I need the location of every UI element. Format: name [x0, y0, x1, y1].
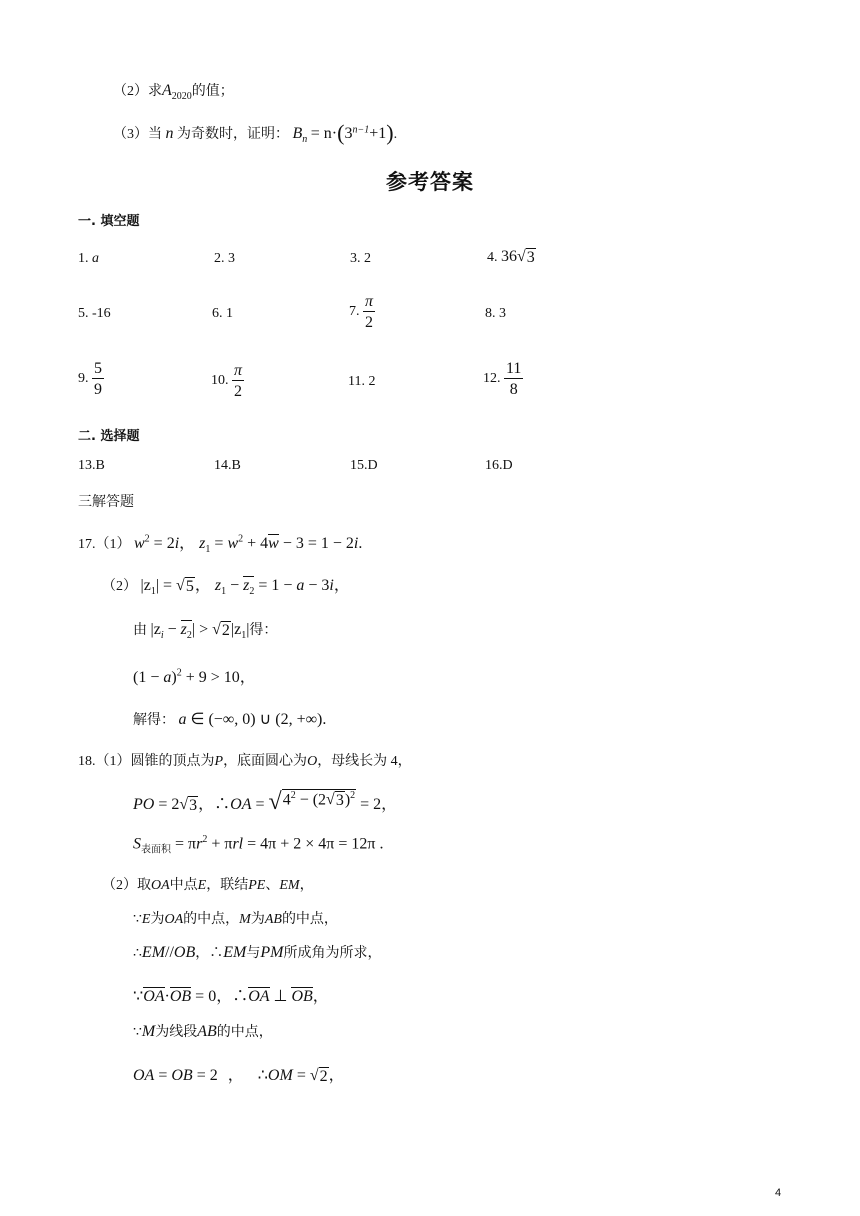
q18-line-1: [78, 750, 412, 770]
math-because: ∵: [133, 988, 144, 1005]
math-OA: OA: [230, 796, 252, 813]
math-rest: − (2: [295, 791, 327, 809]
fraction-num: π: [365, 293, 374, 310]
answer-label: 1.: [78, 251, 89, 266]
sqrt-symbol: √ 3: [326, 791, 344, 810]
math-sub: 1: [150, 586, 156, 598]
math-period: .: [358, 535, 363, 552]
answer-value: 3: [499, 306, 506, 321]
text: 为: [150, 912, 165, 927]
choice-13: 13.B: [78, 458, 105, 473]
math-eq: = 1 −: [254, 577, 297, 594]
answer-value: 2: [364, 251, 371, 266]
math-E: E: [197, 878, 207, 893]
fraction: [232, 362, 244, 400]
answer-coef: 36: [501, 248, 517, 265]
math-sub: 表面积: [141, 844, 171, 856]
fraction: [504, 360, 523, 398]
vector-OB: OB: [291, 988, 313, 1005]
math-O: O: [307, 754, 318, 769]
answer-1: [78, 251, 99, 267]
math-OA: OA: [133, 1067, 155, 1084]
math-therefore: ∴: [133, 946, 142, 961]
fraction-den: 2: [363, 311, 375, 331]
math-abs: |z: [140, 577, 151, 594]
answer-label: 2.: [214, 251, 225, 266]
text-solve: 解得：: [133, 713, 175, 728]
text: 圆锥的顶点为: [130, 754, 215, 769]
q18-line-7: [133, 983, 329, 1006]
math-eq: | =: [155, 577, 177, 594]
q17-line-1: [78, 530, 362, 555]
math-rest: ∈ (−∞, 0) ∪ (2, +∞).: [186, 711, 327, 728]
q18-line-8: [133, 1021, 273, 1041]
answer-label: 7.: [349, 304, 360, 320]
fraction-den: 2: [232, 380, 244, 400]
sqrt-symbol: √ 3: [517, 248, 535, 266]
math-sup: 2: [202, 834, 208, 845]
q2-sub: 2020: [171, 90, 192, 102]
fraction-num: 5: [94, 360, 102, 377]
math-plus: + π: [207, 835, 233, 853]
q17-line-5: [133, 709, 326, 729]
math-AB: AB: [264, 912, 282, 927]
math-sup: 2: [350, 790, 356, 801]
math-a: a: [163, 669, 172, 686]
math-sub: 2: [249, 586, 255, 598]
answer-9: [78, 360, 104, 398]
answer-4: [487, 248, 536, 267]
math-z-conj: z: [243, 577, 250, 594]
sqrt-symbol: √ 5: [176, 577, 194, 595]
math-sub: 2: [186, 630, 192, 642]
text-from: 由: [133, 623, 147, 638]
sqrt-symbol: √ 3: [179, 796, 198, 814]
sqrt-symbol: √ $4^2 - (2$ √ 3 )$^2$: [268, 789, 356, 815]
math-i: i: [329, 577, 334, 594]
math-eq: =: [210, 535, 228, 552]
answer-value: 2: [368, 374, 376, 389]
sqrt-radicand: [282, 789, 356, 816]
fraction: [363, 293, 375, 331]
math-sup: 2: [238, 533, 244, 545]
text: 所成角为所求，: [283, 946, 382, 961]
answer-5: [78, 306, 111, 322]
q18-line-6: [133, 942, 381, 962]
math-z-conj: z: [180, 621, 187, 638]
sqrt-symbol: √ 2: [212, 621, 230, 639]
math-i: i: [353, 535, 359, 552]
sqrt-radicand: 2: [221, 622, 230, 639]
text-get: 得：: [249, 623, 278, 638]
math-rest: = 2，: [356, 796, 398, 813]
math-comma: ，: [312, 988, 329, 1005]
answer-label: 6.: [212, 306, 223, 321]
sqrt-radicand: 2: [319, 1068, 328, 1085]
q3-base: 3: [344, 125, 353, 142]
answer-2: [214, 251, 235, 267]
math-EM: EM: [223, 944, 247, 961]
math-because: ∵: [133, 1025, 142, 1040]
answer-label: 8.: [485, 306, 496, 321]
math-paren-close: ): [344, 791, 351, 809]
math-E: E: [141, 912, 151, 927]
sqrt-radicand: 3: [526, 249, 535, 266]
q3-Bsub: n: [302, 133, 308, 145]
math-PO: PO: [133, 796, 155, 813]
q3-exp: n−1: [352, 124, 370, 136]
math-rl: rl: [232, 835, 244, 853]
math-eq: = 2: [154, 796, 180, 813]
math-EM: EM: [279, 878, 300, 893]
text: 与: [246, 946, 261, 961]
fraction-den: 8: [504, 378, 523, 398]
math-rest: = 4π + 2 × 4π = 12π .: [243, 835, 384, 853]
math-minus: −: [226, 577, 244, 594]
math-gt: | >: [191, 621, 213, 638]
math-comma: ，: [333, 577, 350, 594]
answer-11: [348, 374, 375, 390]
math-OA: OA: [164, 912, 184, 927]
q18-label: 18.（1）: [78, 754, 131, 769]
math-eq: =: [154, 1067, 172, 1084]
math-PE: PE: [248, 878, 266, 893]
text: 的中点，: [216, 1025, 273, 1040]
q17-line-3: [133, 619, 277, 641]
math-plus: + 4: [243, 535, 269, 552]
q3-end: .: [393, 127, 398, 142]
answer-3: [350, 251, 371, 267]
math-rest: − 3 = 1 − 2: [278, 535, 354, 552]
text: 的中点，: [183, 912, 240, 927]
text: ，联结: [206, 878, 249, 893]
q3-eq: = n·: [310, 125, 338, 142]
math-a: a: [296, 577, 305, 594]
q3-prefix: （3）当: [113, 127, 162, 142]
answer-label: 11.: [348, 374, 365, 389]
q3-B: B: [292, 125, 303, 142]
answer-7: [349, 293, 375, 331]
math-num: 4: [282, 791, 291, 809]
answer-label: 3.: [350, 251, 361, 266]
sqrt-radicand: 5: [185, 578, 194, 595]
text: ，底面圆心为: [223, 754, 308, 769]
answer-label: 5.: [78, 306, 89, 321]
math-rest: = 0，∴: [191, 988, 249, 1005]
math-sup: 2: [144, 533, 150, 545]
q3-plus: +1: [369, 125, 387, 142]
math-M: M: [141, 1023, 156, 1040]
q18-line-3: [133, 834, 383, 856]
math-OA: OA: [151, 878, 170, 893]
text: 、: [265, 878, 280, 893]
math-OB: OB: [171, 1067, 193, 1084]
q3-n: n: [165, 125, 174, 142]
q3-rp: ): [386, 120, 394, 145]
math-abs: |z: [150, 621, 161, 638]
math-therefore: ，∴: [195, 946, 224, 961]
q3-lp: (: [337, 120, 345, 145]
answer-12: [483, 360, 523, 398]
math-eq: =: [251, 796, 269, 813]
math-a: a: [178, 711, 187, 728]
choice-15: 15.D: [350, 458, 378, 473]
math-sup: 2: [290, 790, 296, 801]
math-PM: PM: [260, 944, 284, 961]
math-w: w: [227, 535, 239, 552]
sqrt-symbol: √ 2: [309, 1067, 328, 1085]
math-comma: ，: [194, 577, 211, 594]
text: 的中点，: [281, 912, 338, 927]
page-number: 4: [775, 1187, 782, 1199]
fraction: [92, 360, 104, 398]
math-sub: 1: [241, 630, 247, 642]
fraction-den: 9: [92, 378, 104, 398]
math-z: z: [199, 535, 206, 552]
section-choice-title: 二. 选择题: [78, 429, 140, 444]
answer-value: a: [92, 251, 99, 266]
choice-16: 16.D: [485, 458, 513, 473]
q2-var: A: [162, 82, 172, 99]
math-therefore: ∴: [257, 1067, 268, 1084]
question-2-line: [113, 80, 234, 102]
answer-6: [212, 306, 233, 322]
q17-part2-label: （2）: [102, 579, 137, 594]
q3-mid: 为奇数时，证明：: [177, 127, 289, 142]
math-paren: (1 −: [133, 669, 164, 686]
math-eq: = π: [171, 835, 197, 853]
text: 为: [250, 912, 265, 927]
q17-label: 17.（1）: [78, 537, 131, 552]
math-r: r: [196, 835, 203, 853]
math-z: z: [214, 577, 222, 594]
answer-label: 12.: [483, 371, 501, 387]
math-abs: |z: [230, 621, 242, 638]
text: （2）取: [102, 878, 151, 893]
math-parallel: //: [165, 944, 174, 961]
choice-14: 14.B: [214, 458, 241, 473]
q18-line-9: [133, 1062, 345, 1086]
math-eq: =: [292, 1067, 310, 1084]
text: ，母线长为 4，: [317, 754, 412, 769]
math-i: i: [174, 535, 180, 552]
math-paren-close: ): [171, 669, 177, 686]
section-solution-title: 三解答题: [78, 495, 134, 510]
page-title: 参考答案: [386, 170, 474, 194]
math-because: ∵: [133, 912, 142, 927]
answer-value: -16: [92, 306, 111, 321]
math-M: M: [239, 912, 251, 927]
vector-OA: OA: [143, 988, 165, 1005]
fraction-num: 11: [506, 360, 522, 377]
q2-prefix: （2）求: [113, 84, 162, 99]
math-rest: = 2: [192, 1067, 218, 1084]
answer-label: 4.: [487, 250, 498, 265]
q18-line-2: [133, 789, 397, 816]
math-minus: −: [163, 621, 181, 638]
text: 为线段: [155, 1025, 198, 1040]
math-OB: OB: [173, 944, 196, 961]
answer-label: 10.: [211, 373, 229, 389]
sqrt-radicand: 3: [189, 797, 198, 814]
math-EM: EM: [141, 944, 166, 961]
math-comma: ，: [227, 1067, 244, 1084]
q17-line-4: [133, 664, 256, 687]
q18-line-5: [133, 908, 338, 928]
math-eq: = 2: [149, 535, 175, 552]
sqrt-radicand: 3: [335, 792, 344, 810]
answer-value: 3: [228, 251, 235, 266]
math-AB: AB: [197, 1023, 217, 1040]
fraction-num: π: [234, 362, 243, 379]
answer-8: [485, 306, 506, 322]
vector-OA: OA: [248, 988, 270, 1005]
math-P: P: [214, 754, 224, 769]
question-3-line: [113, 120, 397, 146]
math-comma: ，: [328, 1067, 345, 1084]
text: ，: [299, 878, 314, 893]
math-S: S: [133, 835, 141, 853]
math-dot: ·: [164, 988, 170, 1005]
answer-label: 9.: [78, 371, 89, 387]
q2-suffix: 的值；: [191, 84, 234, 99]
math-therefore: ，∴: [198, 796, 231, 813]
math-abs-close: |: [246, 621, 250, 638]
math-sup: 2: [176, 667, 182, 679]
math-sub: 1: [221, 586, 227, 598]
math-rest: + 9 > 10，: [181, 669, 256, 686]
math-sub: i: [160, 630, 164, 642]
math-rest: − 3: [304, 577, 330, 594]
q18-line-4: [102, 874, 314, 894]
answer-10: [211, 362, 244, 400]
math-comma: ，: [179, 535, 196, 552]
answer-value: 1: [226, 306, 233, 321]
q17-line-2: [102, 572, 350, 597]
math-OM: OM: [267, 1067, 293, 1084]
math-w: w: [134, 535, 145, 552]
text: 中点: [169, 878, 198, 893]
math-sub: 1: [205, 544, 211, 556]
math-w-conj: w: [268, 535, 279, 552]
vector-OB: OB: [169, 988, 192, 1005]
math-perp: ⊥: [269, 988, 292, 1005]
section-fill-title: 一. 填空题: [78, 214, 140, 229]
